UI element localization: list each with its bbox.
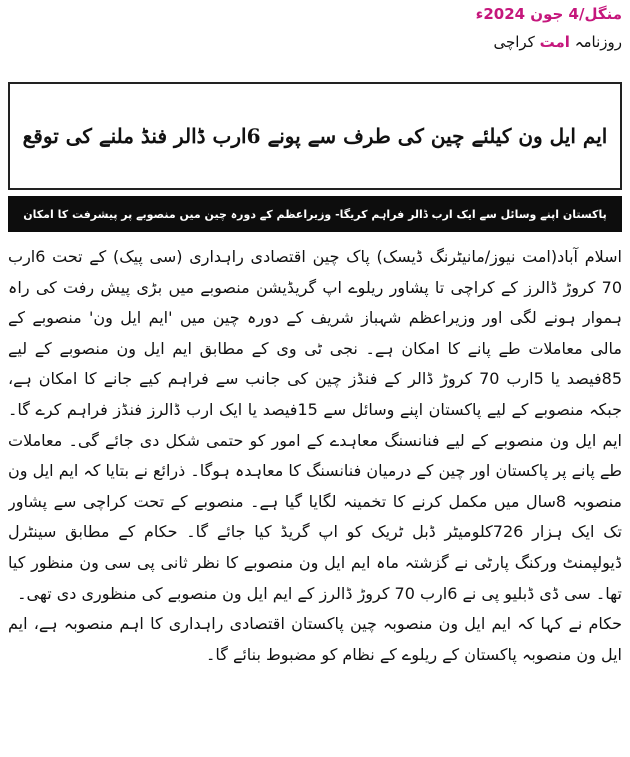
headline: ایم ایل ون کیلئے چین کی طرف سے پونے 6ارب ڈالر فنڈ ملنے کی توقع (22, 124, 608, 148)
subheadline: پاکستان اپنے وسائل سے ایک ارب ڈالر فراہم کریگا- وزیراعظم کے دورہ چین میں منصوبے پر پیشرفت کا امکان (23, 207, 607, 221)
source-city: کراچی (493, 33, 535, 51)
headline-box (8, 82, 622, 190)
masthead (382, 4, 622, 60)
publication-source (382, 30, 622, 54)
publication-date: منگل/4 جون 2024ء (475, 5, 622, 23)
article-paragraph-2: حکام نے کہا کہ ایم ایل ون منصوبہ چین پاکستان اقتصادی راہداری کا اہم منصوبہ ہے، ایم ایل ون منصوبہ پاکستان کے ریلوے کے نظام کو مضبوط بنائے گا۔ (8, 614, 622, 664)
article-paragraph-1: اسلام آباد(امت نیوز/مانیٹرنگ ڈیسک) پاک چین اقتصادی راہداری (سی پیک) کے تحت 6ارب 70 کروڑ ڈالرز کے کراچی تا پشاور ریلوے اپ گریڈیشن منصوبے میں بڑی پیش رفت کی راہ ہموار ہونے لگی اور وزیراعظم شہباز شریف کے دورہ چین میں 'ایم ایل ون' منصوبے کے مالی معاملات طے پانے کا امکان ہے۔ نجی ٹی وی کے مطابق ایم ایل ون منصوبے کے لیے 85فیصد یا 5ارب 70 کروڑ ڈالر کے فنڈز چین کی جانب سے فراہم کیے جانے کا امکان ہے، جبکہ منصوبے کے لیے پاکستان اپنے وسائل سے 15فیصد یا ایک ارب ڈالرز فنڈز فراہم کرے گا۔ ایم ایل ون منصوبے کے لیے فنانسنگ معاہدے کے امور کو حتمی شکل دی جائے گی۔ معاملات طے پانے پر پاکستان اور چین کے درمیان فنانسنگ کا معاہدہ ہوگا۔ ذرائع نے بتایا کہ ایم ایل ون منصوبہ 8سال میں مکمل کرنے کا تخمینہ لگایا گیا ہے۔ منصوبے کے تحت کراچی سے پشاور تک ایک ہزار 726کلومیٹر ڈبل ٹریک کو اپ گریڈ کیا جائے گا۔ حکام کے مطابق سینٹرل ڈیولپمنٹ ورکنگ پارٹی نے گزشتہ ماہ ایم ایل ون منصوبے کا نظر ثانی پی سی ون منظور کیا تھا۔ سی ڈی ڈبلیو پی نے 6ارب 70 کروڑ ڈالرز کے ایم ایل ون منصوبے کی منظوری دی تھی۔ (8, 247, 622, 603)
article-body (8, 242, 622, 752)
subheadline-bar (8, 196, 622, 232)
source-brand: امت (539, 33, 570, 51)
source-prefix: روزنامہ (574, 33, 622, 51)
